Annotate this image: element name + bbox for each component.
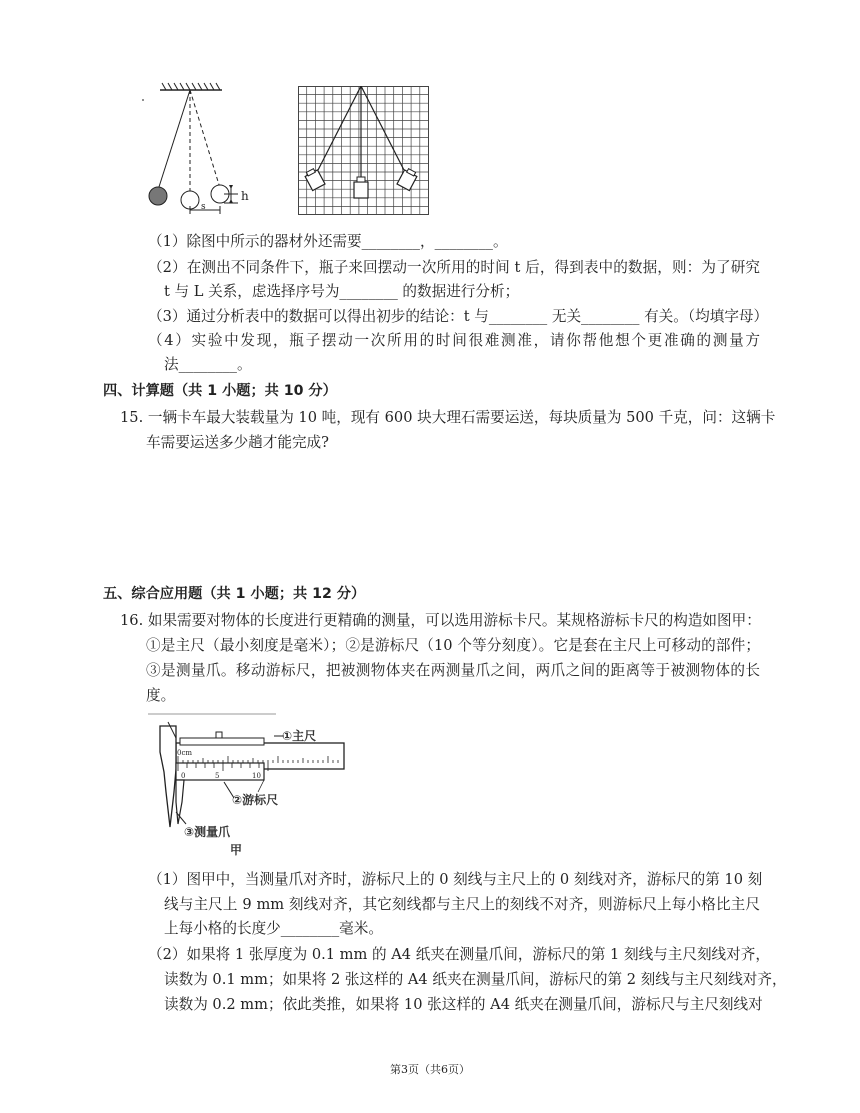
q16-part2-line2: 读数为 0.1 mm；如果将 2 张这样的 A4 纸夹在测量爪间，游标尺的第 2 刻线与主尺刻线对齐， — [164, 971, 787, 988]
q15-line1: 15. 一辆卡车最大装载量为 10 吨，现有 600 块大理石需要运送，每块质量为 500 千克，问：这辆卡 — [120, 409, 776, 426]
bottle-grid-figure — [298, 86, 430, 216]
section5-heading: 五、综合应用题（共 1 小题；共 12 分） — [103, 586, 366, 602]
q16-line4: 度。 — [146, 687, 176, 704]
q14-part4-line2: 法________。 — [164, 356, 252, 373]
q16-line2: ①是主尺（最小刻度是毫米）；②是游标尺（10 个等分刻度）。它是套在主尺上可移动的部件； — [146, 637, 760, 654]
page-footer: 第3页（共6页） — [390, 1063, 470, 1076]
q14-part2-line2: t 与 L 关系，虑选择序号为________ 的数据进行分析； — [164, 283, 520, 300]
pendulum-figure — [140, 82, 265, 217]
q16-part2-line1: （2）如果将 1 张厚度为 0.1 mm 的 A4 纸夹在测量爪间，游标尺的第 1 刻线与主尺刻线对齐， — [148, 946, 770, 963]
q14-part4-line1: （4）实验中发现，瓶子摆动一次所用的时间很难测准，请你帮他想个更准确的测量方 — [148, 332, 760, 349]
q14-part2-line1: （2）在测出不同条件下，瓶子来回摆动一次所用的时间 t 后，得到表中的数据，则：为了研究 — [148, 259, 760, 276]
main-scale-label: ①主尺 — [282, 729, 317, 743]
vernier-tick-0: 0 — [181, 772, 186, 780]
jaw-label: ③测量爪 — [184, 825, 231, 839]
q16-part2-line3: 读数为 0.2 mm；依此类推，如果将 10 张这样的 A4 纸夹在测量爪间，游标尺与主尺刻线对 — [164, 996, 763, 1013]
vernier-label: ②游标尺 — [232, 793, 279, 807]
vernier-caliper-figure — [146, 712, 361, 862]
section4-heading: 四、计算题（共 1 小题；共 10 分） — [103, 383, 337, 399]
label-h: h — [241, 189, 249, 203]
q16-part1-line2: 线与主尺上 9 mm 刻线对齐，其它刻线都与主尺上的刻线不对齐，则游标尺上每小格比主尺 — [164, 896, 760, 913]
q16-part1-line1: （1）图甲中，当测量爪对齐时，游标尺上的 0 刻线与主尺上的 0 刻线对齐，游标尺的第 10 刻 — [148, 871, 763, 888]
q14-part1: （1）除图中所示的器材外还需要________，________。 — [148, 233, 508, 250]
q16-line3: ③是测量爪。移动游标尺，把被测物体夹在两测量爪之间，两爪之间的距离等于被测物体的长 — [146, 662, 760, 679]
q16-line1: 16. 如果需要对物体的长度进行更精确的测量，可以选用游标卡尺。某规格游标卡尺的构造如图甲： — [120, 612, 761, 629]
q15-line2: 车需要运送多少趟才能完成? — [146, 434, 329, 451]
q14-part3: （3）通过分析表中的数据可以得出初步的结论：t 与________ 无关________ 有关。（均填字母） — [148, 308, 769, 325]
vernier-tick-10: 10 — [252, 772, 261, 780]
figure-caption-jia: 甲 — [230, 843, 243, 857]
label-s: s — [201, 202, 206, 212]
q16-part1-line3: 上每小格的长度少________毫米。 — [164, 920, 383, 937]
vernier-tick-5: 5 — [215, 772, 220, 780]
zero-cm-label: 0cm — [177, 749, 193, 757]
